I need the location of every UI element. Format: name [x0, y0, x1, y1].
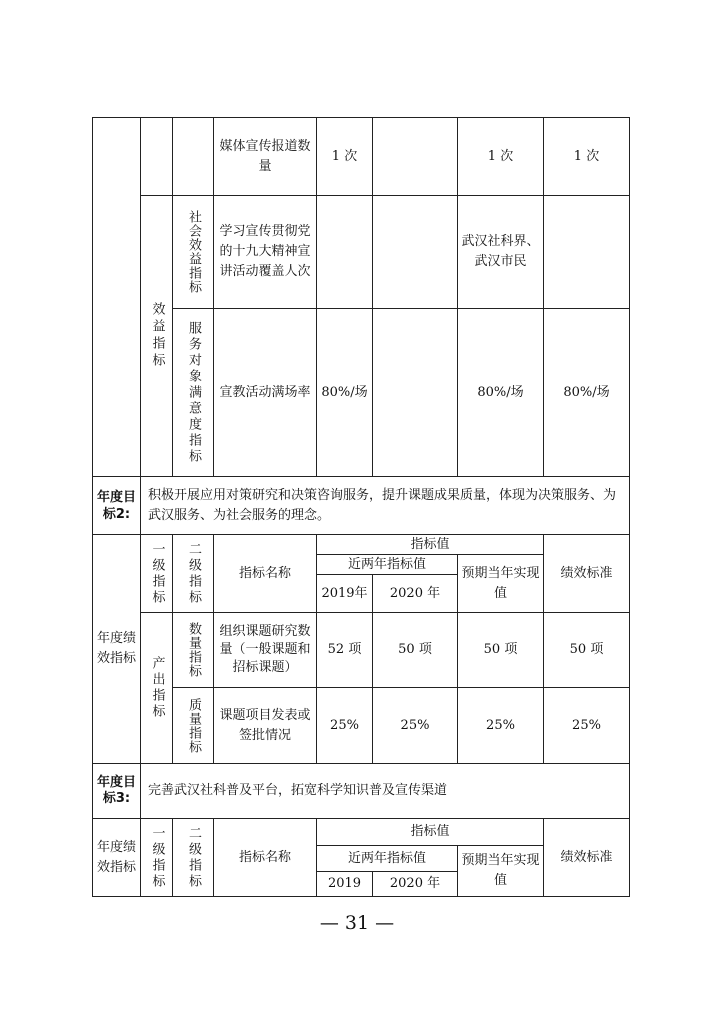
satisfaction-label: [173, 309, 213, 476]
indicator-name-quality: 课题项目发表或签批情况: [219, 707, 311, 743]
indicator-name-social: 学习宣传贯彻党的十九大精神宣讲活动覆盖人次: [219, 224, 311, 279]
output-indicator-label: [141, 613, 172, 763]
header-expected-3: 预期当年实现值: [461, 853, 540, 888]
value-standard-service: 80%/场: [563, 384, 610, 400]
value-2019-quantity: 52 项: [327, 642, 362, 657]
page-number: — 31 —: [319, 912, 395, 934]
header-expected-2: 预期当年实现值: [461, 565, 540, 601]
header-level1-text-2: 一级指标: [149, 541, 165, 606]
indicator-name-quantity: 组织课题研究数量（一般课题和招标课题）: [219, 624, 311, 675]
goal-2-text: 积极开展应用对策研究和决策咨询服务，提升课题成果质量，体现为决策服务、为武汉服务、为社会服务的理念。: [148, 487, 617, 523]
benefit-indicator-text: 效益指标: [149, 302, 165, 370]
header-2019-3: 2019: [327, 876, 362, 891]
value-expected-media: 1 次: [487, 148, 514, 164]
header-standard-3: 绩效标准: [560, 849, 613, 865]
indicator-name-service: 宣教活动满场率: [219, 384, 311, 400]
header-2020-3: 2020 年: [389, 876, 441, 891]
header-level2-3: [173, 819, 213, 896]
goal-2-label: 年度目标2:: [96, 489, 136, 522]
value-expected-quantity: 50 项: [483, 642, 518, 657]
value-2019-media: 1 次: [331, 148, 358, 164]
value-2019-service: 80%/场: [321, 384, 368, 400]
header-value-2: 指标值: [410, 536, 450, 552]
header-value-3: 指标值: [410, 824, 450, 839]
header-level2-text-3: 二级指标: [186, 825, 201, 890]
goal-3-text: 完善武汉社科普及平台，拓宽科学知识普及宣传渠道: [148, 783, 448, 798]
value-expected-service: 80%/场: [477, 384, 524, 400]
social-benefit-text: 社会效益指标: [186, 210, 201, 294]
value-expected-quality: 25%: [486, 717, 515, 733]
header-level2-2: [173, 535, 213, 612]
header-name-3: 指标名称: [238, 849, 291, 865]
quantity-indicator-text: 数量指标: [186, 622, 201, 678]
value-standard-quantity: 50 项: [569, 642, 604, 657]
header-level2-text-2: 二级指标: [186, 541, 201, 606]
value-standard-media: 1 次: [573, 148, 600, 164]
perf-indicator-label-3: 年度绩效指标: [96, 839, 136, 875]
value-expected-social: 武汉社科界、武汉市民: [461, 234, 540, 269]
quality-indicator-label: [173, 688, 213, 763]
output-indicator-text: 产出指标: [149, 656, 165, 720]
value-2020-quantity: 50 项: [398, 642, 432, 657]
value-2020-media: [373, 118, 457, 195]
header-level1-2: [141, 535, 172, 612]
header-standard-2: 绩效标准: [560, 565, 613, 581]
value-standard-quality: 25%: [572, 717, 601, 733]
quality-indicator-text: 质量指标: [186, 697, 201, 754]
header-name-2: 指标名称: [238, 565, 291, 581]
header-2019-2: 2019年: [321, 585, 368, 601]
indicator-name-media: 媒体宣传报道数量: [219, 138, 311, 174]
header-2020-2: 2020 年: [389, 585, 441, 601]
rule: [92, 896, 630, 897]
satisfaction-text: 服务对象满意度指标: [186, 320, 201, 465]
social-benefit-label: [173, 196, 213, 308]
value-2020-quality: 25%: [400, 717, 430, 733]
header-recent-3: 近两年指标值: [347, 850, 426, 866]
quantity-indicator-label: [173, 613, 213, 687]
goal-3-label: 年度目标3:: [96, 775, 136, 806]
border-right: [629, 117, 630, 897]
benefit-indicator-label: [141, 196, 172, 476]
value-2019-quality: 25%: [330, 717, 359, 733]
header-level1-3: [141, 819, 172, 896]
perf-indicator-label-2: 年度绩效指标: [96, 631, 136, 666]
header-recent-2: 近两年指标值: [347, 556, 426, 572]
header-level1-text-3: 一级指标: [149, 825, 165, 890]
